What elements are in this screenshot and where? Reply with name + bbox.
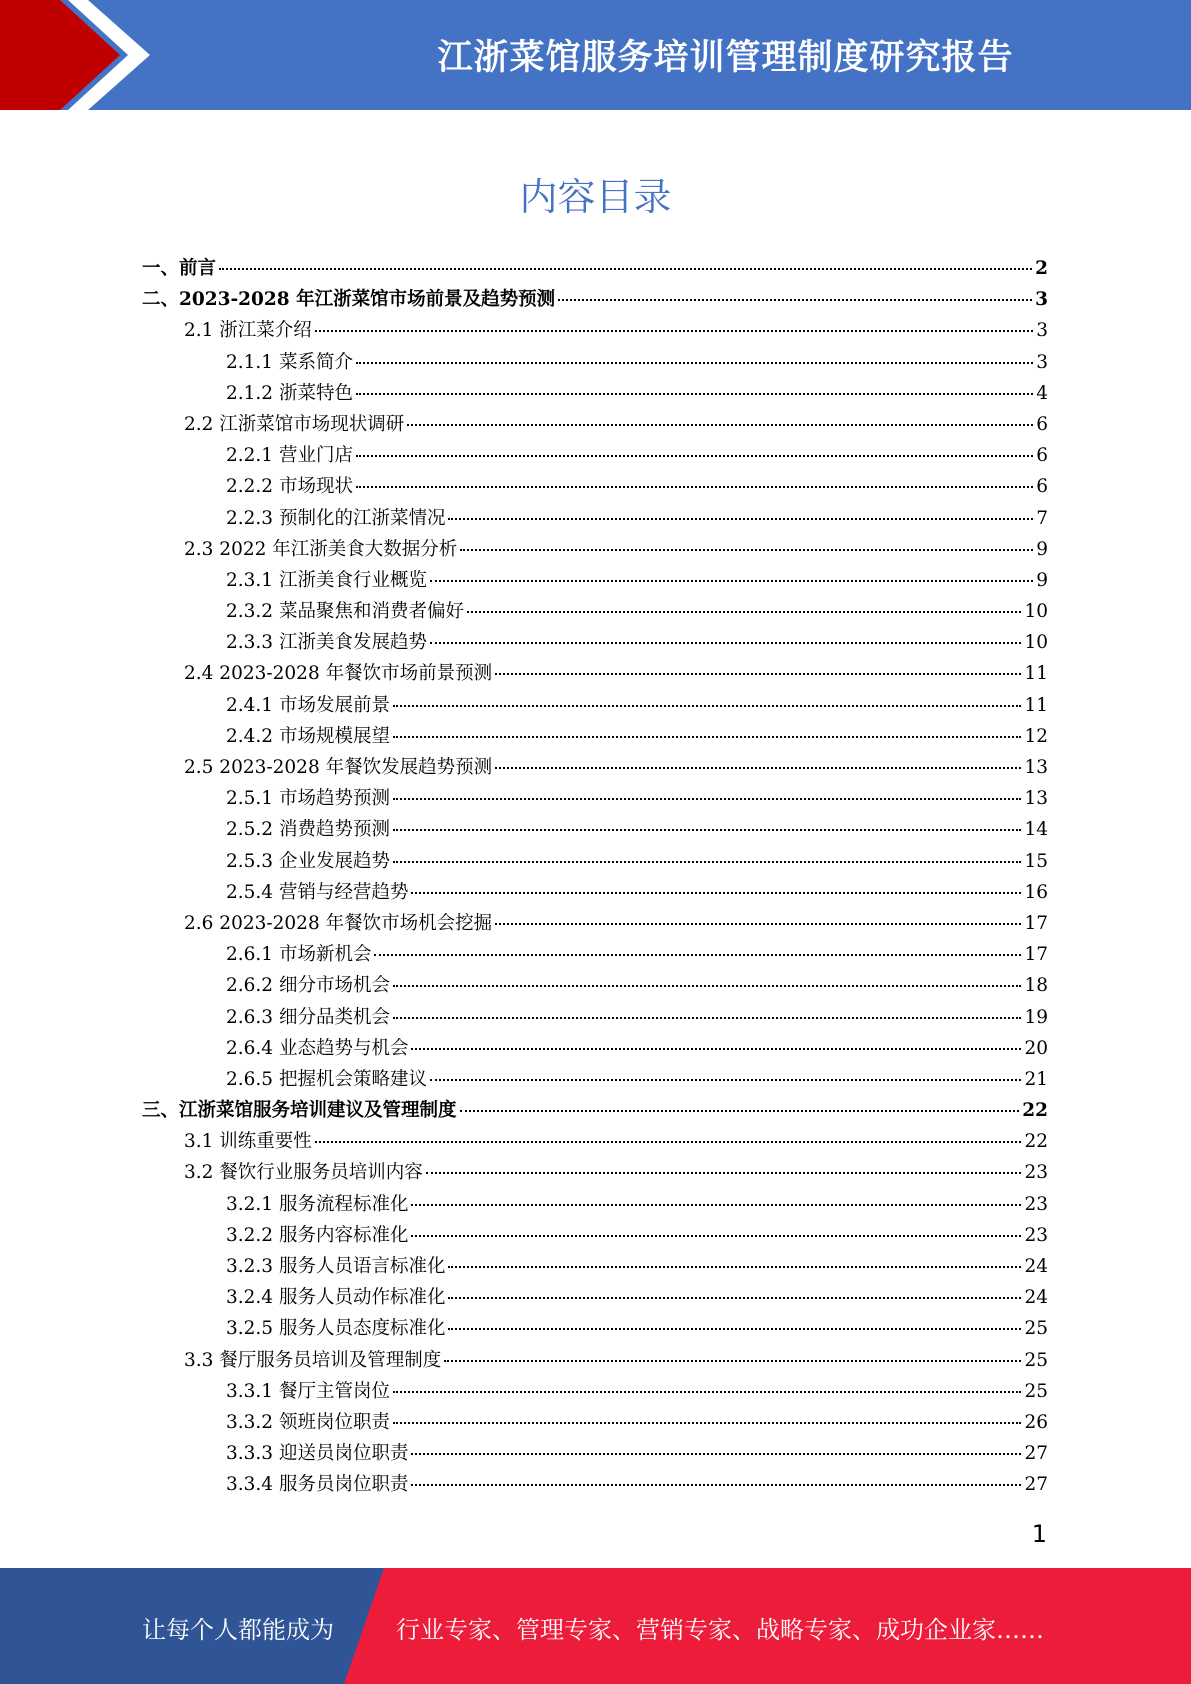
toc-dot-leader (315, 328, 1033, 332)
toc-entry-page: 27 (1024, 1443, 1048, 1465)
toc-entry-page: 6 (1036, 413, 1048, 435)
toc-entry-label: 3.2.2 服务内容标准化 (226, 1224, 409, 1246)
toc-entry[interactable] (142, 1002, 1048, 1033)
toc-dot-leader (430, 1077, 1021, 1081)
toc-entry[interactable] (142, 347, 1048, 378)
toc-dot-leader (495, 921, 1021, 925)
toc-entry-label: 2.5.3 企业发展趋势 (226, 850, 390, 872)
toc-entry-label: 3.3.2 领班岗位职责 (226, 1411, 390, 1433)
toc-dot-leader (460, 547, 1033, 551)
toc-entry-label: 2.4.2 市场规模展望 (226, 725, 390, 747)
toc-entry-page: 15 (1024, 850, 1048, 872)
toc-entry-page: 7 (1036, 507, 1048, 529)
toc-entry-page: 26 (1024, 1411, 1048, 1433)
toc-entry-page: 24 (1024, 1256, 1048, 1277)
toc-entry[interactable] (142, 627, 1048, 658)
toc-dot-leader (467, 609, 1021, 613)
toc-entry-label: 3.2.5 服务人员态度标准化 (226, 1318, 446, 1340)
toc-dot-leader (411, 1451, 1021, 1455)
toc-entry-page: 2 (1035, 258, 1048, 279)
toc-entry[interactable] (142, 1064, 1048, 1095)
toc-dot-leader (393, 983, 1021, 987)
toc-entry-page: 23 (1024, 1162, 1048, 1184)
toc-dot-leader (407, 422, 1033, 426)
toc-entry[interactable] (142, 315, 1048, 346)
toc-dot-leader (356, 484, 1033, 488)
toc-entry-page: 9 (1036, 538, 1048, 560)
toc-entry-page: 22 (1024, 1131, 1048, 1153)
toc-entry[interactable] (142, 783, 1048, 814)
toc-entry-page: 9 (1036, 569, 1048, 591)
toc-dot-leader (411, 1046, 1021, 1050)
toc-entry-page: 21 (1024, 1068, 1048, 1090)
footer-slogan-right: 行业专家、管理专家、营销专家、战略专家、成功企业家…… (396, 1616, 1044, 1644)
toc-entry-label: 2.3.1 江浙美食行业概览 (226, 569, 427, 591)
toc-entry-page: 20 (1024, 1037, 1048, 1059)
toc-dot-leader (448, 1326, 1021, 1330)
toc-entry[interactable] (142, 846, 1048, 877)
toc-dot-leader (393, 796, 1021, 800)
toc-entry-page: 3 (1035, 289, 1048, 311)
toc-entry[interactable] (142, 1407, 1048, 1438)
toc-dot-leader (448, 1295, 1021, 1299)
toc-dot-leader (448, 516, 1033, 520)
toc-dot-leader (426, 1170, 1022, 1174)
toc-dot-leader (315, 1139, 1022, 1143)
toc-entry[interactable] (142, 565, 1048, 596)
toc-entry-page: 24 (1024, 1287, 1048, 1309)
toc-entry-page: 10 (1024, 632, 1048, 654)
toc-entry[interactable] (142, 471, 1048, 502)
toc-entry[interactable] (142, 1095, 1048, 1126)
toc-entry-page: 12 (1024, 725, 1048, 747)
toc-entry-page: 25 (1024, 1380, 1048, 1402)
toc-dot-leader (356, 360, 1033, 364)
toc-dot-leader (411, 1233, 1021, 1237)
toc-entry-label: 3.2.3 服务人员语言标准化 (226, 1256, 446, 1277)
toc-dot-leader (430, 640, 1021, 644)
toc-entry[interactable] (142, 752, 1048, 783)
toc-entry-label: 2.6.5 把握机会策略建议 (226, 1068, 427, 1090)
toc-entry-label: 2.3.3 江浙美食发展趋势 (226, 632, 427, 654)
toc-dot-leader (393, 1420, 1021, 1424)
toc-entry-page: 14 (1024, 819, 1048, 841)
toc-dot-leader (448, 1264, 1021, 1268)
toc-entry-label: 2.6 2023-2028 年餐饮市场机会挖掘 (184, 912, 493, 934)
toc-entry-label: 2.4 2023-2028 年餐饮市场前景预测 (184, 663, 493, 685)
toc-entry-page: 18 (1024, 975, 1048, 997)
toc-entry-page: 23 (1024, 1193, 1048, 1215)
table-of-contents (142, 253, 1048, 1501)
toc-dot-leader (558, 297, 1032, 301)
toc-entry-label: 3.3.4 服务员岗位职责 (226, 1474, 409, 1496)
toc-entry-page: 11 (1024, 663, 1048, 685)
toc-entry[interactable] (142, 1469, 1048, 1500)
toc-entry-page: 6 (1036, 445, 1048, 467)
toc-dot-leader (356, 453, 1033, 457)
toc-entry-page: 17 (1024, 912, 1048, 934)
toc-entry[interactable] (142, 409, 1048, 440)
toc-entry-label: 2.2.3 预制化的江浙菜情况 (226, 507, 446, 529)
toc-dot-leader (393, 1015, 1021, 1019)
toc-entry-label: 3.3 餐厅服务员培训及管理制度 (184, 1349, 442, 1371)
toc-dot-leader (411, 1482, 1021, 1486)
toc-entry-page: 13 (1024, 788, 1048, 810)
toc-dot-leader (495, 765, 1021, 769)
toc-entry-page: 6 (1036, 476, 1048, 498)
toc-dot-leader (393, 1389, 1021, 1393)
toc-dot-leader (411, 1202, 1021, 1206)
toc-entry-label: 2.6.1 市场新机会 (226, 944, 372, 966)
toc-entry-label: 2.3 2022 年江浙美食大数据分析 (184, 538, 458, 560)
toc-entry[interactable] (142, 1282, 1048, 1313)
toc-entry-label: 3.1 训练重要性 (184, 1131, 312, 1153)
toc-entry[interactable] (142, 440, 1048, 471)
toc-entry-label: 2.2.2 市场现状 (226, 476, 353, 498)
toc-entry-page: 22 (1022, 1100, 1048, 1122)
toc-dot-leader (393, 827, 1021, 831)
toc-entry-label: 2.5.1 市场趋势预测 (226, 788, 390, 810)
toc-entry-label: 2.3.2 菜品聚焦和消费者偏好 (226, 601, 464, 623)
toc-entry-label: 2.1 浙江菜介绍 (184, 320, 312, 342)
toc-entry-label: 3.3.3 迎送员岗位职责 (226, 1443, 409, 1465)
toc-entry-label: 2.5.2 消费趋势预测 (226, 819, 390, 841)
toc-entry-label: 2.1.2 浙菜特色 (226, 382, 353, 404)
toc-entry-page: 16 (1024, 881, 1048, 903)
toc-entry-label: 2.5 2023-2028 年餐饮发展趋势预测 (184, 757, 493, 778)
toc-entry-label: 一、前言 (142, 258, 217, 279)
toc-entry-label: 3.2.4 服务人员动作标准化 (226, 1287, 446, 1309)
toc-entry-label: 2.6.2 细分市场机会 (226, 975, 390, 997)
toc-entry[interactable] (142, 970, 1048, 1001)
toc-dot-leader (444, 1358, 1021, 1362)
toc-dot-leader (495, 671, 1021, 675)
toc-dot-leader (430, 578, 1033, 582)
toc-entry[interactable] (142, 877, 1048, 908)
toc-entry[interactable] (142, 1157, 1048, 1188)
toc-entry[interactable] (142, 1376, 1048, 1407)
toc-entry[interactable] (142, 1189, 1048, 1220)
toc-entry-page: 23 (1024, 1224, 1048, 1246)
toc-entry[interactable] (142, 253, 1048, 284)
toc-entry-page: 3 (1036, 320, 1048, 342)
toc-entry[interactable] (142, 814, 1048, 845)
toc-entry-label: 2.2 江浙菜馆市场现状调研 (184, 413, 405, 435)
toc-entry-page: 25 (1024, 1318, 1048, 1340)
toc-dot-leader (460, 1108, 1020, 1112)
toc-entry-label: 三、江浙菜馆服务培训建议及管理制度 (142, 1100, 457, 1122)
page-header (0, 0, 1191, 110)
toc-entry-label: 2.2.1 营业门店 (226, 445, 353, 467)
toc-entry[interactable] (142, 1313, 1048, 1344)
toc-entry-page: 10 (1024, 601, 1048, 623)
toc-entry-label: 2.5.4 营销与经营趋势 (226, 881, 409, 903)
toc-entry-page: 25 (1024, 1349, 1048, 1371)
footer-slogan-left: 让每个人都能成为 (142, 1616, 334, 1644)
toc-entry[interactable] (142, 596, 1048, 627)
toc-entry[interactable] (142, 658, 1048, 689)
toc-entry-label: 2.6.3 细分品类机会 (226, 1006, 390, 1028)
toc-entry-label: 2.6.4 业态趋势与机会 (226, 1037, 409, 1059)
toc-dot-leader (374, 952, 1021, 956)
toc-entry[interactable] (142, 1345, 1048, 1376)
toc-entry-label: 2.4.1 市场发展前景 (226, 694, 390, 716)
toc-dot-leader (411, 890, 1021, 894)
toc-entry[interactable] (142, 939, 1048, 970)
toc-entry[interactable] (142, 1033, 1048, 1064)
toc-entry[interactable] (142, 1251, 1048, 1282)
toc-entry-label: 二、2023-2028 年江浙菜馆市场前景及趋势预测 (142, 289, 556, 311)
toc-entry[interactable] (142, 284, 1048, 315)
page-number: 1 (1031, 1520, 1047, 1548)
toc-entry-page: 3 (1036, 351, 1048, 373)
toc-entry[interactable] (142, 690, 1048, 721)
toc-entry[interactable] (142, 1220, 1048, 1251)
toc-entry-label: 3.2.1 服务流程标准化 (226, 1193, 409, 1215)
toc-dot-leader (356, 391, 1033, 395)
page-footer (0, 1568, 1191, 1684)
toc-entry-label: 2.1.1 菜系简介 (226, 351, 353, 373)
toc-entry[interactable] (142, 1438, 1048, 1469)
toc-entry[interactable] (142, 721, 1048, 752)
toc-entry[interactable] (142, 1126, 1048, 1157)
toc-entry-page: 19 (1024, 1006, 1048, 1028)
toc-entry[interactable] (142, 908, 1048, 939)
toc-entry-page: 27 (1024, 1474, 1048, 1496)
toc-entry-page: 13 (1024, 757, 1048, 778)
toc-dot-leader (393, 859, 1021, 863)
report-title: 江浙菜馆服务培训管理制度研究报告 (437, 38, 1014, 78)
toc-entry-page: 11 (1024, 694, 1048, 716)
toc-entry[interactable] (142, 534, 1048, 565)
toc-entry[interactable] (142, 503, 1048, 534)
toc-entry-label: 3.3.1 餐厅主管岗位 (226, 1380, 390, 1402)
toc-entry-page: 17 (1024, 944, 1048, 966)
toc-dot-leader (393, 703, 1021, 707)
toc-dot-leader (393, 734, 1021, 738)
toc-dot-leader (219, 266, 1032, 270)
toc-entry-label: 3.2 餐饮行业服务员培训内容 (184, 1162, 423, 1184)
toc-entry[interactable] (142, 378, 1048, 409)
toc-entry-page: 4 (1036, 382, 1048, 404)
toc-heading: 内容目录 (519, 175, 672, 219)
